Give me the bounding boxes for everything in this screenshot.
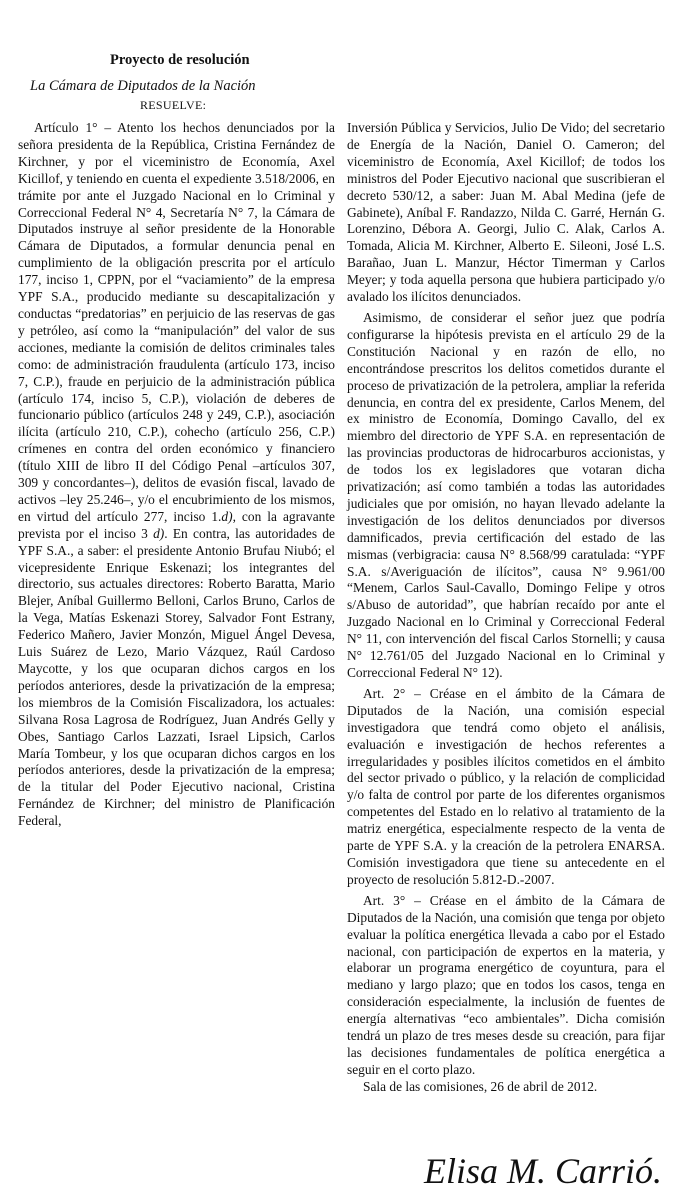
article-3-paragraph: Art. 3° – Créase en el ámbito de la Cámara de Diputados de la Nación, una comisión que tenga por objeto evaluar la política energética llevada a cabo por el Estado nacional, con participación de expertos en la materia, y elaborar un programa energético de coyuntura, para el mediano y largo plazo; que en todos los casos, tenga en consideración especialmente, la inclusión de fuentes de energía alternativas “eco ambientales”. Dicha comisión tendrá un plazo de tres meses desde su creación, para fijar las decisiones fundamentales de política energética a seguir en el corto plazo. — [347, 892, 665, 1077]
right-column — [347, 120, 665, 1096]
session-date: Sala de las comisiones, 26 de abril de 2012. — [363, 1078, 598, 1094]
article-1-italic-inciso: d) — [221, 508, 233, 524]
article-1-text: Artículo 1° – Atento los hechos denunciados por la señora presidenta de la República, Cristina Fernández de Kirchner, y por el viceministro de Economía, Axel Kicillof, y teniendo en cuenta el expediente 3.518/2006, en trámite por ante el Juzgado Nacional en lo Criminal y Correccional Federal N° 4, Secretaría N° 7, la Cámara de Diputados instruye al señor presidente de la Honorable Cámara de Diputados, a formular denuncia penal en cumplimiento de la obligación prescrita por el artículo 177, inciso 1, CPPN, por el “vaciamiento” de la empresa YPF S.A., producido mediante su descapitalización y conductas “predatorias” en perjuicio de las reservas de gas y petróleo, así como la “manipulación” del valor de sus acciones, mediante la comisión de delitos criminales tales como: de administración fraudulenta (artículo 173, inciso 7, C.P.), fraude en perjuicio de la administración pública (artículo 174, inciso 5, C.P.), violación de deberes de funcionario público (artículos 248 y 249, C.P.), asociación ilícita (artículo 210, C.P.), cohecho (artículo 256, C.P.) crímenes en contra del orden económico y financiero (título XIII de libro II del Código Penal –artículos 307, 309 y concordantes–), delitos de evasión fiscal, lavado de activos –ley 25.246–, y/o el encubrimiento de los mismos, en virtud del artículo 277, inciso 1. — [18, 120, 335, 524]
extension-paragraph: Asimismo, de considerar el señor juez que podría configurarse la hipótesis prevista en el artículo 29 de la Constitución Nacional y en razón de ello, no encontrándose prescritos los delitos cometidos durante el proceso de privatización de la petrolera, ampliar la referida denuncia, en contra del ex presidente, Carlos Menem, del ex ministro de Economía, Domingo Cavallo, del ex miembro del directorio de YPF S.A. en representación de las provincias productoras de hidrocarburos accionistas, y de todos los ex legisladores que votaran dicha privatización; así como también a todas las autoridades judiciales que por omisión, no hayan llevado adelante la investigación de los delitos denunciados por diversos damnificados, previa certificación del estado de las mismas (verbigracia: causa N° 8.568/99 caratulada: “YPF S.A. s/Averiguación de ilícitos”, causa N° 9.961/00 “Menem, Carlos Saul-Cavallo, Domingo Felipe y otros s/Abuso de autoridad”, que habrían recaído por ante el Juzgado Nacional en lo Criminal y Correccional Federal N° 11, con intervención del fiscal Carlos Stornelli; y causa N° 12.761/05 del Juzgado Nacional en lo Criminal y Correccional Federal N° 12). — [347, 309, 665, 680]
article-1-text-mid: , con la agravante prevista por el inciso 3 — [18, 508, 335, 541]
article-2-paragraph: Art. 2° – Créase en el ámbito de la Cámara de Diputados de la Nación, una comisión especial investigadora que tendrá como objeto el análisis, evaluación e investigación de hechos referentes a irregularidades y posibles ilícitos cometidos en el ámbito del sector privado o público, y la relación de complicidad y/o falta de control por parte de los diferentes organismos competentes del Estado en lo relativo al tratamiento de la matriz energética, especialmente respecto de la venta de parte de YPF S.A. y la creación de la petrolera ENARSA. Comisión investigadora que tiene su antecedente en el proyecto de resolución 5.812-D.-2007. — [347, 685, 665, 887]
article-1-paragraph — [18, 120, 335, 830]
document-title: Proyecto de resolución — [110, 52, 250, 68]
article-1-italic-inciso-2: d) — [153, 525, 165, 541]
signature: Elisa M. Carrió. — [424, 1151, 663, 1191]
left-column — [18, 120, 335, 830]
article-1-text-end: . En contra, las autoridades de YPF S.A., a saber: el presidente Antonio Brufau Niubó; el vicepresidente Enrique Eskenazi; los integrantes del directorio, sus actuales directores: Roberto Baratta, Mario Blejer, Aníbal Guillermo Belloni, Carlos Bruno, Carlos de la Vega, Matías Eskenazi Storey, Salvador Font Estrany, Federico Mañero, Javier Monzón, Miguel Ángel Devesa, Luis Suárez de Lezo, Mario Vázquez, Raúl Cardoso Maycotte, y los que ocuparan dichos cargos en los períodos anteriores, desde la privatización de la empresa; los miembros de la Comisión Fiscalizadora, los actuales: Silvana Rosa Lagrosa de Rodríguez, Juan Andrés Gelly y Obes, Santiago Carlos Lazzati, Israel Lipsich, Carlos María Tombeur, y los que ocuparan dichos cargos en los períodos anteriores, desde la privatización de la empresa; de la titular del Poder Ejecutivo nacional, Cristina Fernández de Kirchner; del ministro de Planificación Federal, — [18, 525, 335, 829]
resolves-heading: RESUELVE: — [140, 98, 207, 112]
article-1-continuation: Inversión Pública y Servicios, Julio De Vido; del secretario de Energía de la Nación, Daniel O. Cameron; del viceministro de Economía, Axel Kicillof; de todos los ministros del Poder Ejecutivo nacional que suscribieran el decreto 530/12, a saber: Juan M. Abal Medina (jefe de Gabinete), Aníbal F. Randazzo, Nilda C. Garré, Hernán G. Lorenzino, Débora A. Georgi, Julio C. Alak, Carlos A. Tomada, Alicia M. Kirchner, Alberto E. Sileoni, José L.S. Barañao, Juan L. Manzur, Héctor Timerman y Carlos Meyer; y toda aquella persona que hubiera participado y/o avalado los ilícitos denunciados. — [347, 120, 665, 305]
chamber-heading: La Cámara de Diputados de la Nación — [30, 78, 256, 94]
